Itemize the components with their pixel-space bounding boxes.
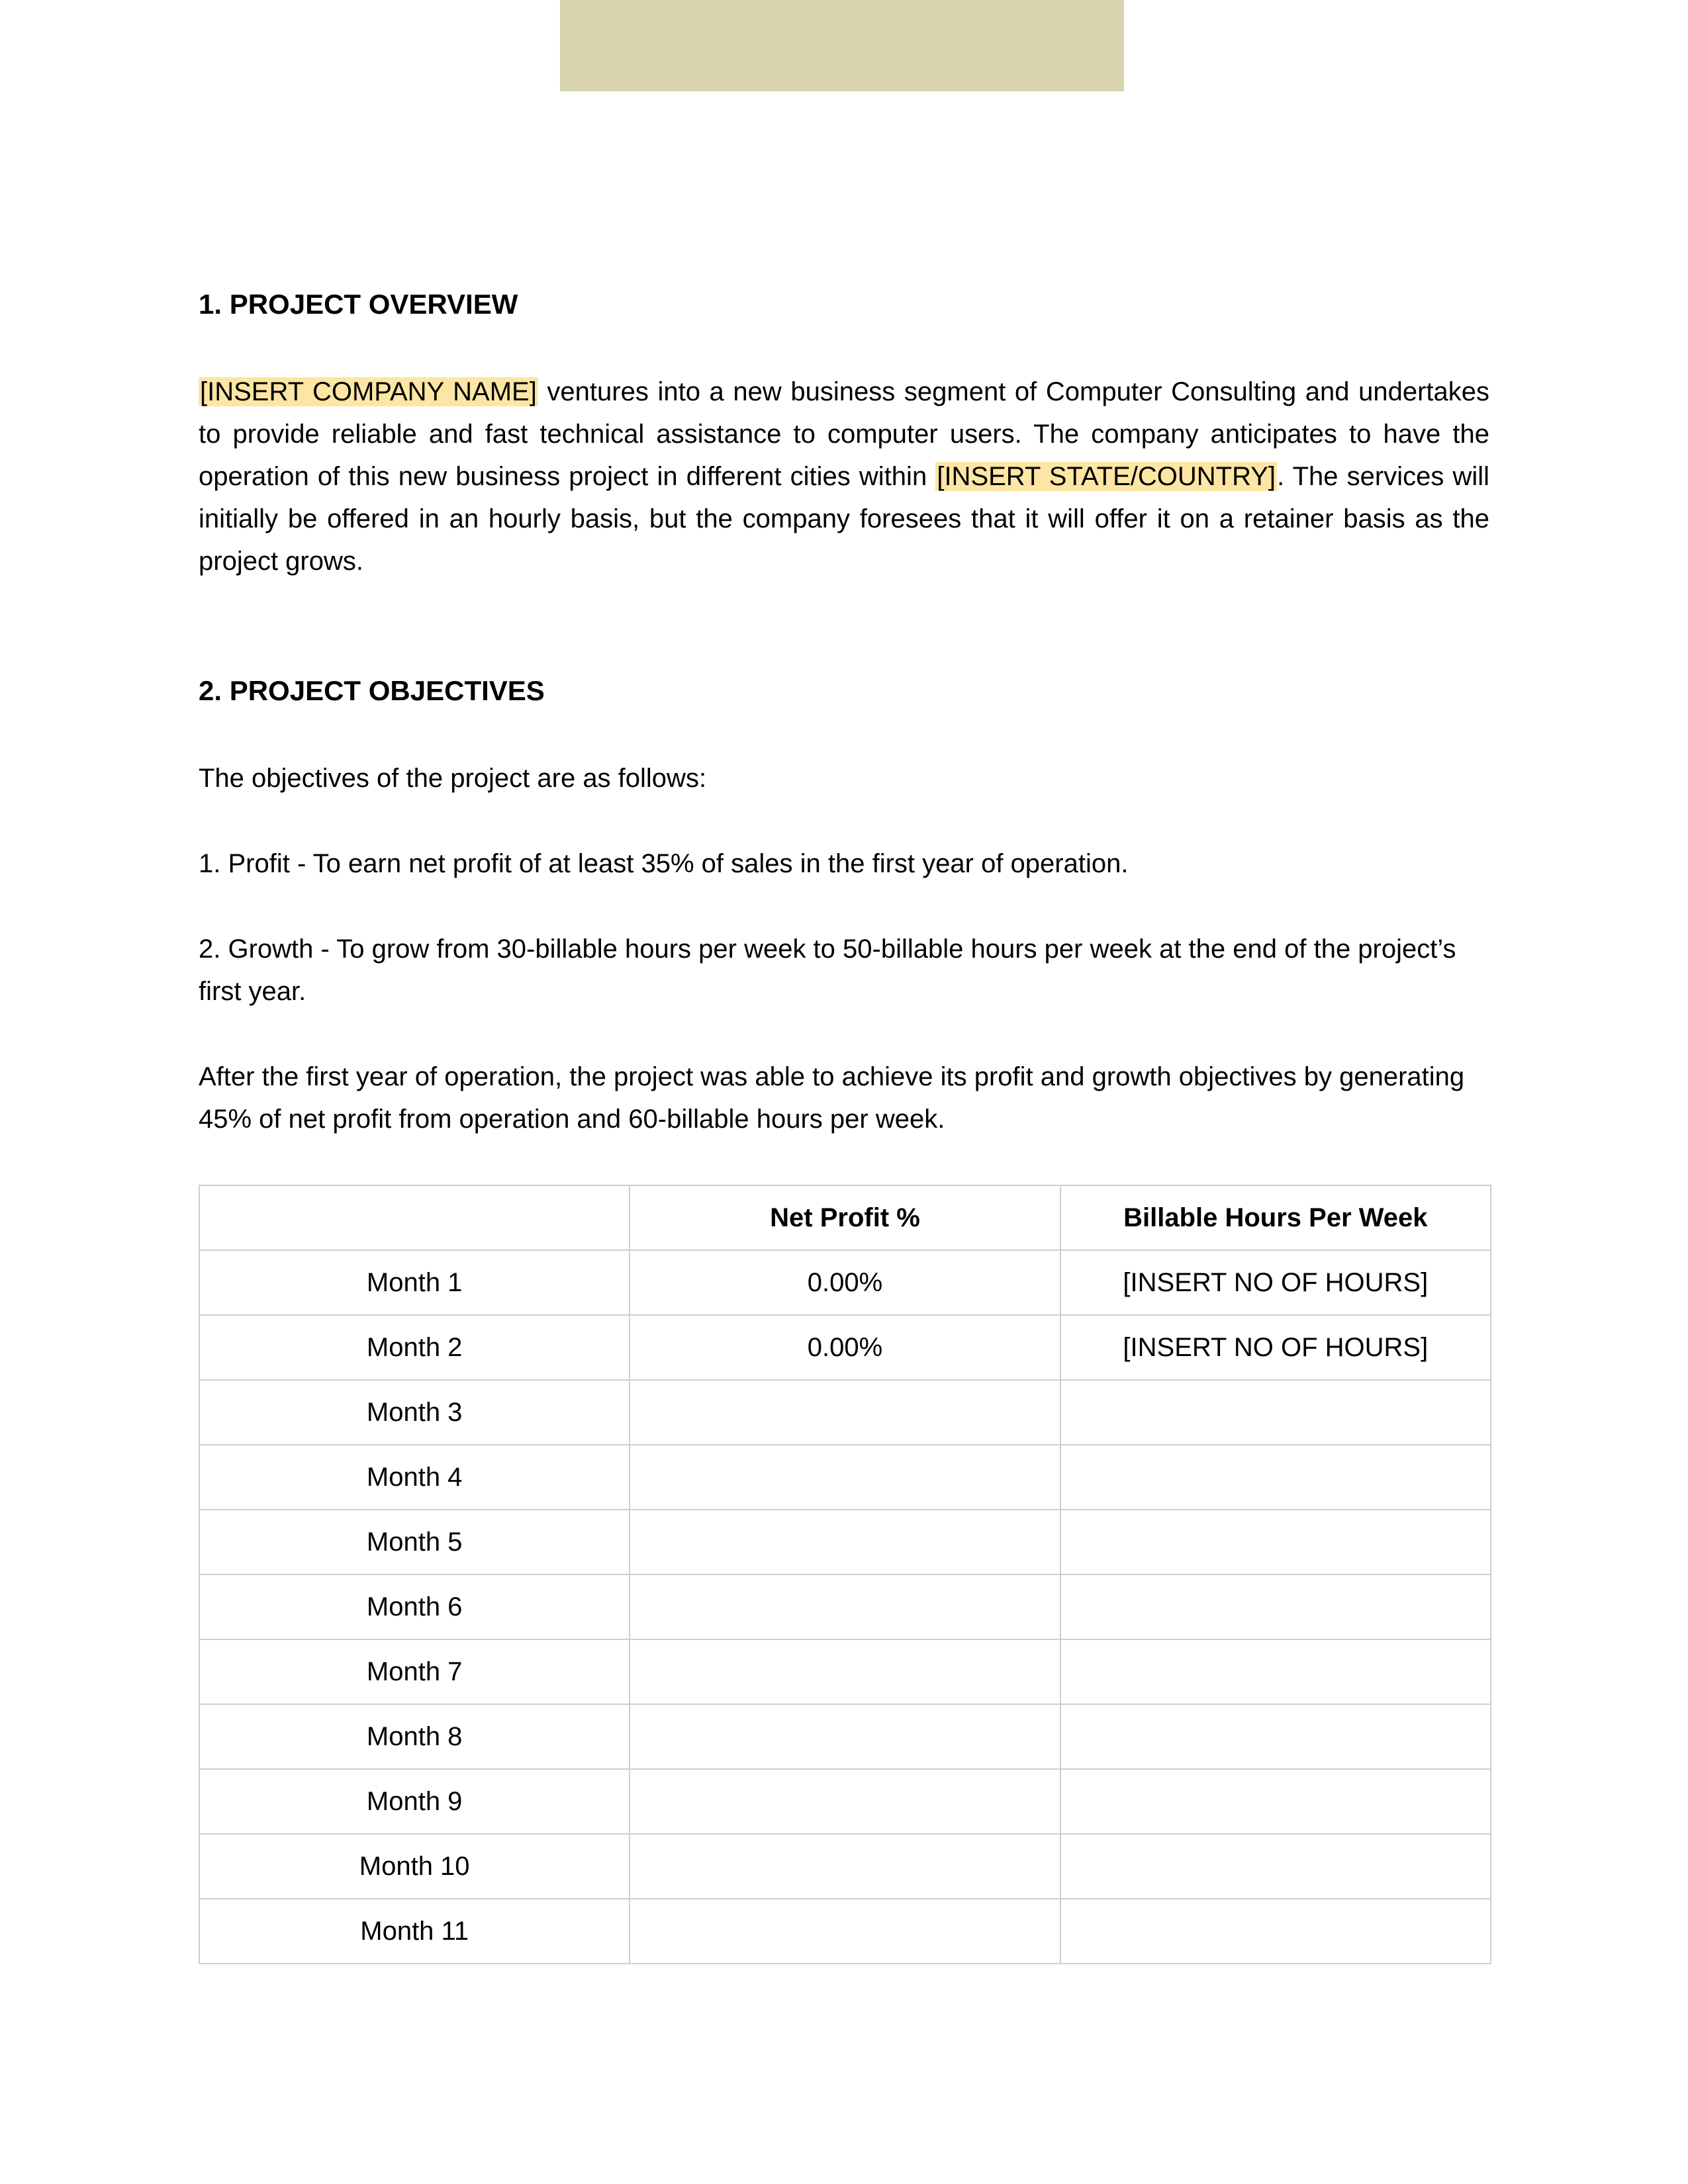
section-heading-project-objectives: 2. PROJECT OBJECTIVES	[199, 675, 545, 706]
table-row	[199, 1380, 1491, 1445]
monthly-targets-table	[199, 1185, 1491, 1964]
billable-hours-cell[interactable]	[1060, 1510, 1491, 1574]
company-name-placeholder[interactable]: [INSERT COMPANY NAME]	[200, 377, 537, 406]
month-label-cell: Month 6	[199, 1574, 630, 1639]
overview-text-part2: . The services will initially be offered in an hourly basis, but the company foresees that it will offer it on a retainer basis as the project grows.	[199, 462, 1490, 576]
billable-hours-cell[interactable]	[1060, 1899, 1491, 1964]
billable-hours-cell[interactable]	[1060, 1834, 1491, 1899]
net-profit-cell[interactable]	[630, 1445, 1060, 1510]
table-row	[199, 1704, 1491, 1769]
month-label-cell: Month 4	[199, 1445, 630, 1510]
section-heading-project-overview: 1. PROJECT OVERVIEW	[199, 289, 518, 320]
objectives-intro: The objectives of the project are as follows:	[199, 764, 707, 793]
net-profit-cell[interactable]: 0.00%	[630, 1315, 1060, 1380]
objectives-summary: After the first year of operation, the project was able to achieve its profit and growth objectives by generating 45% of net profit from operation and 60-billable hours per week.	[199, 1062, 1465, 1134]
month-label-cell: Month 7	[199, 1639, 630, 1704]
table-row	[199, 1315, 1491, 1380]
billable-hours-cell[interactable]	[1060, 1445, 1491, 1510]
net-profit-cell[interactable]	[630, 1899, 1060, 1964]
table-row	[199, 1834, 1491, 1899]
net-profit-cell[interactable]	[630, 1639, 1060, 1704]
header-decoration-bar	[560, 0, 1124, 91]
project-overview-paragraph	[199, 371, 1489, 582]
month-label-cell: Month 9	[199, 1769, 630, 1834]
table-row	[199, 1510, 1491, 1574]
billable-hours-cell[interactable]: [INSERT NO OF HOURS]	[1060, 1315, 1491, 1380]
table-row	[199, 1574, 1491, 1639]
table-row	[199, 1769, 1491, 1834]
overview-text-part1: ventures into a new business segment of Computer Consulting and undertakes to provide reliable and fast technical assistance to computer users. The company anticipates to have the operation of this new business project in different cities within	[199, 377, 1489, 491]
net-profit-cell[interactable]	[630, 1510, 1060, 1574]
month-label-cell: Month 2	[199, 1315, 630, 1380]
billable-hours-cell[interactable]	[1060, 1639, 1491, 1704]
net-profit-cell[interactable]	[630, 1769, 1060, 1834]
billable-hours-cell[interactable]: [INSERT NO OF HOURS]	[1060, 1250, 1491, 1315]
table-row	[199, 1639, 1491, 1704]
billable-hours-cell[interactable]	[1060, 1704, 1491, 1769]
billable-hours-cell[interactable]	[1060, 1380, 1491, 1445]
net-profit-cell[interactable]	[630, 1380, 1060, 1445]
month-label-cell: Month 8	[199, 1704, 630, 1769]
state-country-placeholder[interactable]: [INSERT STATE/COUNTRY]	[937, 462, 1276, 491]
net-profit-cell[interactable]	[630, 1574, 1060, 1639]
table-header-row	[199, 1185, 1491, 1250]
month-label-cell: Month 1	[199, 1250, 630, 1315]
billable-hours-cell[interactable]	[1060, 1769, 1491, 1834]
month-label-cell: Month 11	[199, 1899, 630, 1964]
objective-profit: 1. Profit - To earn net profit of at least 35% of sales in the first year of operation.	[199, 849, 1129, 878]
table-row	[199, 1445, 1491, 1510]
objective-growth: 2. Growth - To grow from 30-billable hours per week to 50-billable hours per week at the end of the project’s first year.	[199, 934, 1456, 1006]
net-profit-cell[interactable]	[630, 1834, 1060, 1899]
table-row	[199, 1899, 1491, 1964]
month-label-cell: Month 3	[199, 1380, 630, 1445]
month-label-cell: Month 5	[199, 1510, 630, 1574]
net-profit-cell[interactable]	[630, 1704, 1060, 1769]
table-header-billable-hours: Billable Hours Per Week	[1060, 1185, 1491, 1250]
billable-hours-cell[interactable]	[1060, 1574, 1491, 1639]
table-header-empty	[199, 1185, 630, 1250]
net-profit-cell[interactable]: 0.00%	[630, 1250, 1060, 1315]
month-label-cell: Month 10	[199, 1834, 630, 1899]
table-row	[199, 1250, 1491, 1315]
table-header-net-profit: Net Profit %	[630, 1185, 1060, 1250]
